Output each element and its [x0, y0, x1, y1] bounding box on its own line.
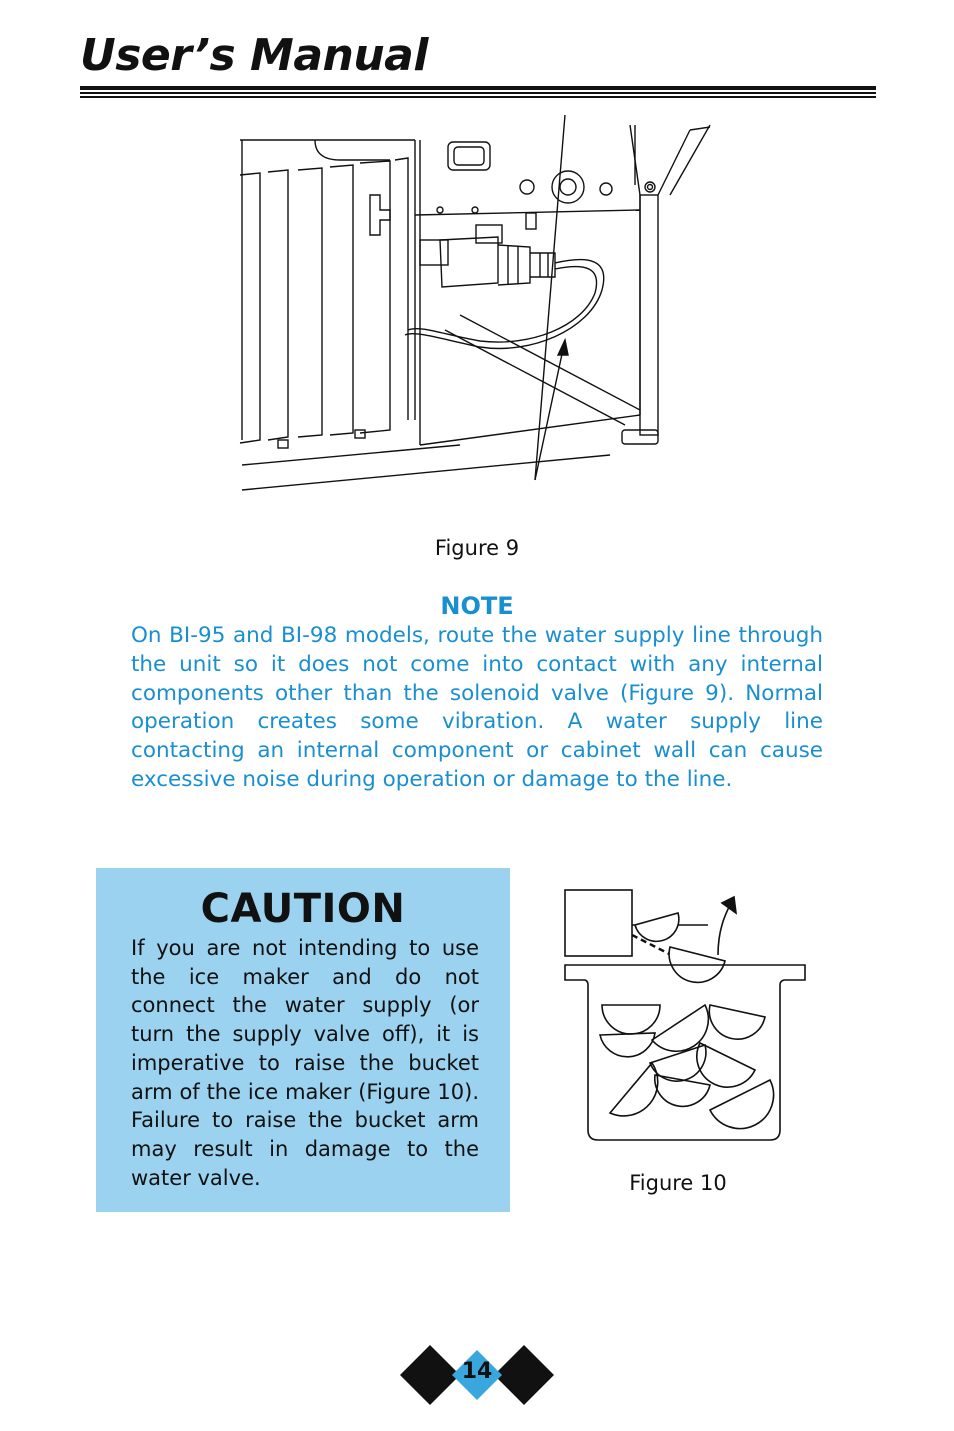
- note-body: On BI-95 and BI-98 models, route the water supply line through the unit so it does not come into contact with any internal components other than the solenoid valve (Figure 9). Normal operation creates some vibration. A water supply line contacting an internal component or cabinet wall can cause excessive noise during operation or damage to the line.: [131, 623, 823, 792]
- header-rule-thin: [80, 96, 876, 98]
- figure-10-caption: Figure 10: [629, 1171, 727, 1195]
- caution-box: [96, 868, 510, 1212]
- note-heading: NOTE: [440, 592, 514, 620]
- header-rule-mid: [80, 92, 876, 94]
- figure-10-diagram: [560, 885, 810, 1145]
- header-rule-thick: [80, 86, 876, 90]
- figure-9-diagram: [230, 115, 730, 500]
- figure-9-caption: Figure 9: [434, 536, 520, 560]
- page-number: 14: [461, 1359, 493, 1384]
- page-header-title: User’s Manual: [80, 30, 428, 81]
- caution-body: If you are not intending to use the ice maker and do not connect the water supply (or turn the supply valve off), it is imperative to raise the bucket arm of the ice maker (Figure 10). Failure to raise the bucket arm may result in damage to the water valve.: [131, 936, 479, 1190]
- page-number-badge: [400, 1345, 554, 1405]
- caution-title: CAUTION: [200, 886, 406, 932]
